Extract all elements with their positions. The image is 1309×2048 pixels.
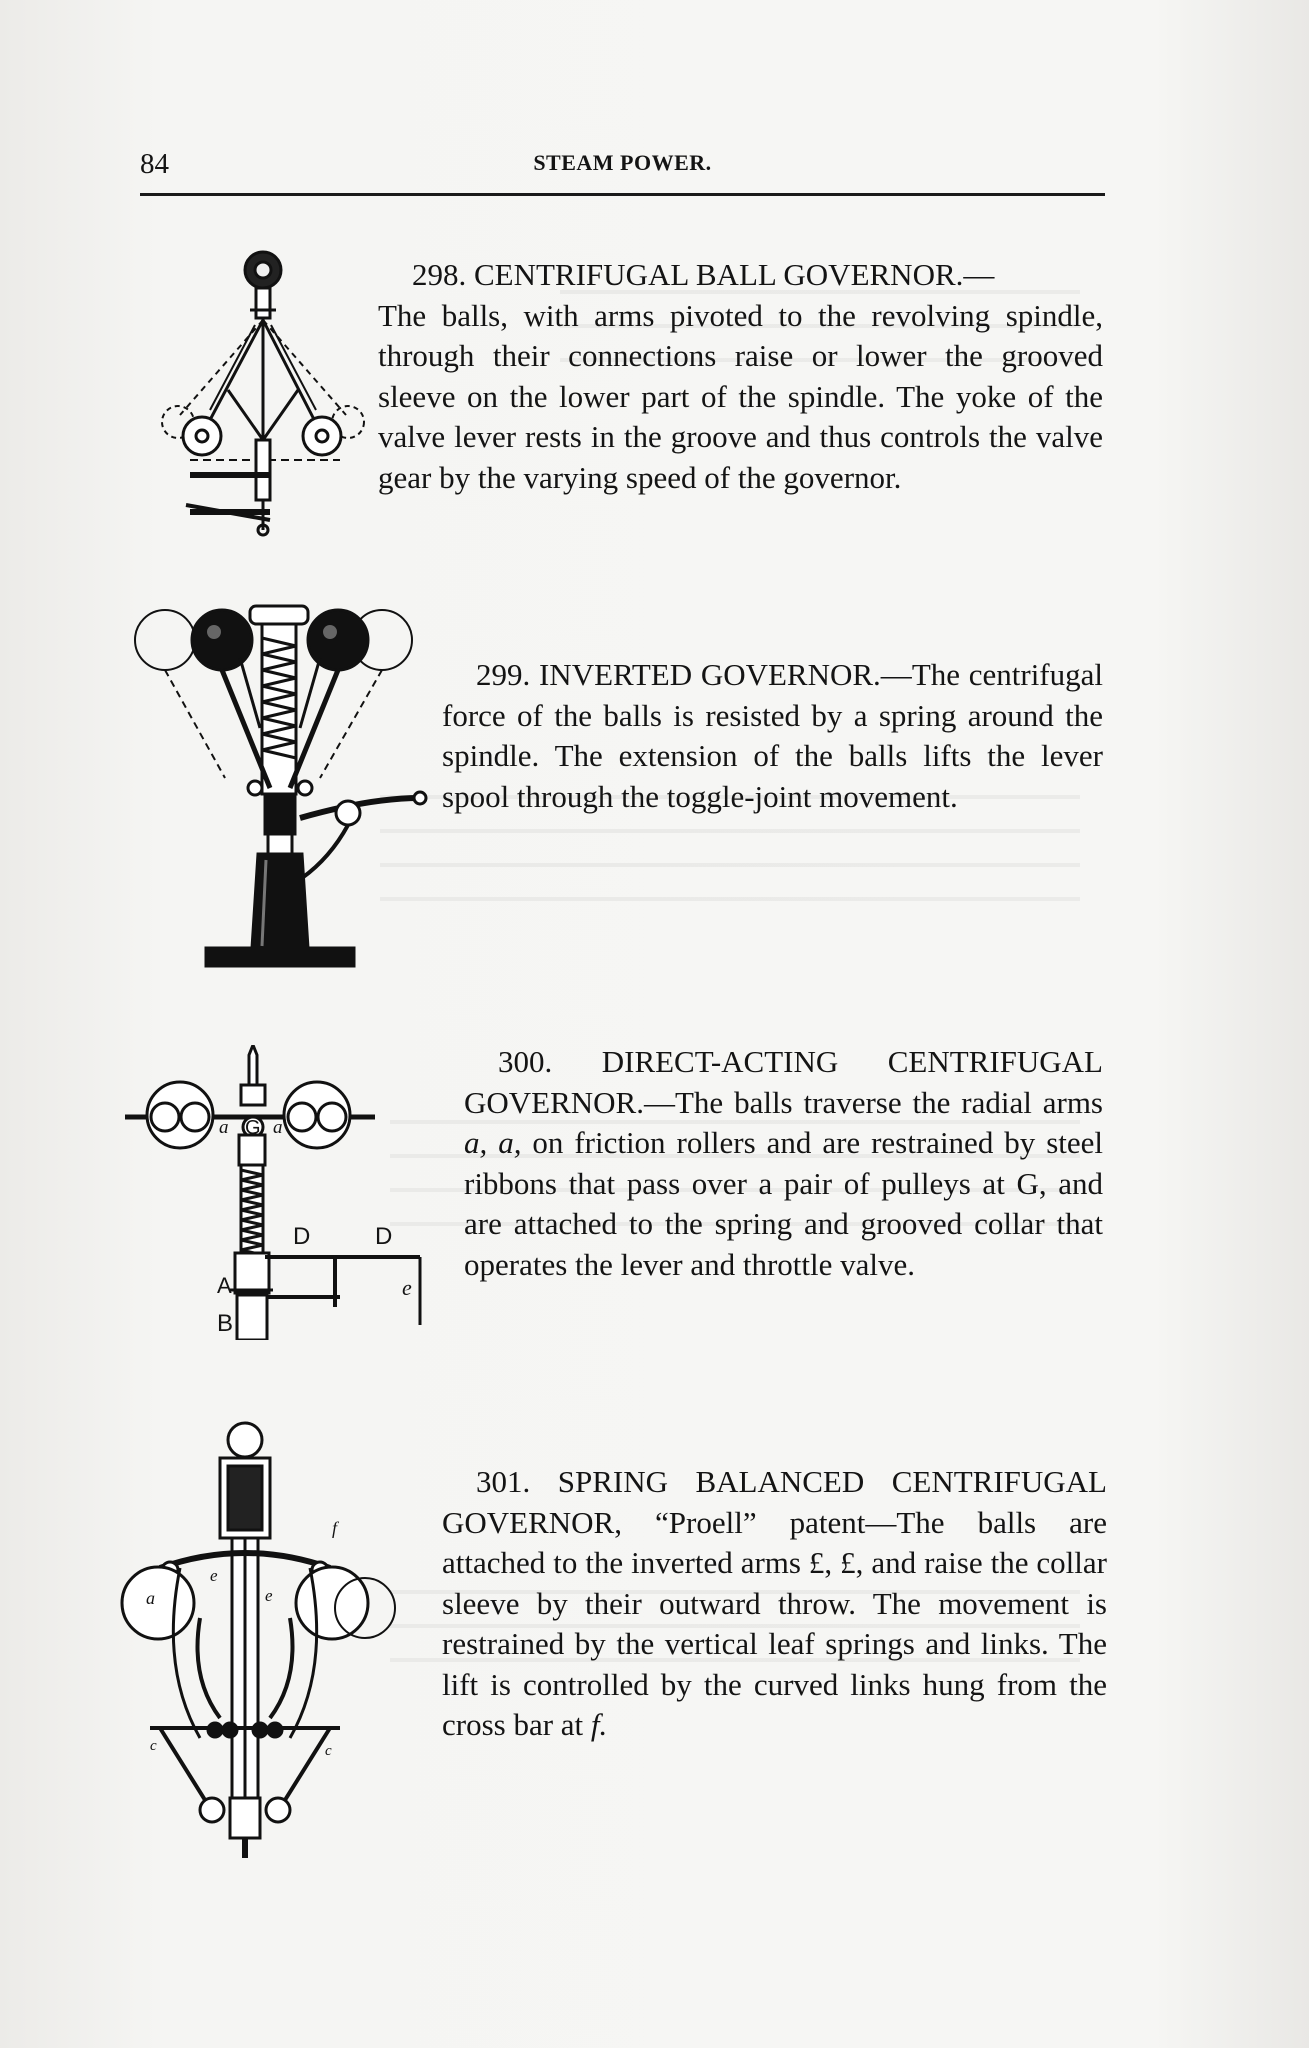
header-rule — [140, 193, 1105, 196]
entry-text-italic: a, a, — [464, 1125, 522, 1160]
figure-label: D — [375, 1223, 393, 1250]
figure-centrifugal-ball-governor — [150, 240, 370, 540]
running-title: STEAM POWER. — [533, 150, 712, 175]
page-header — [140, 140, 1105, 200]
figure-direct-acting-governor — [125, 1045, 435, 1340]
entry-text: The balls traverse the radial arms — [674, 1084, 1103, 1120]
entry-title: CENTRIFUGAL BALL GOVERNOR.— — [474, 257, 995, 292]
entry-text: The balls, with arms pivoted to the revolving spindle, through their connections raise or lower the grooved sleeve on the lower part of the spindle. The yoke of the valve lever rests in the groove and thus controls the valve gear by the varying speed of the governor. — [378, 297, 1103, 495]
entry-number: 299. — [476, 657, 531, 692]
entry-title: INVERTED GOVERNOR.— — [538, 657, 912, 692]
figure-label: a — [273, 1117, 283, 1138]
entry-number: 301. — [476, 1464, 531, 1499]
entry-text: “Proell” patent—The balls are attached to the inverted arms £, £, and raise the collar sleeve by their outward throw. The movement is restrained by the vertical leaf springs and links. The lift is controlled by the curved links hung from the cross bar at — [442, 1504, 1107, 1742]
entry-text: The centrifugal force of the balls is resisted by a spring around the spindle. The extension of the balls lifts the lever spool through the toggle-joint movement. — [442, 657, 1103, 814]
figure-label: D — [293, 1223, 311, 1250]
figure-label: c — [325, 1743, 332, 1759]
figure-label: G — [245, 1117, 261, 1139]
entry-number: 298. — [412, 257, 467, 292]
entry-299 — [442, 655, 1103, 817]
figure-inverted-governor — [130, 598, 430, 978]
figure-label: A — [217, 1273, 232, 1298]
entry-text: on friction rollers and are restrained by steel ribbons that pass over a pair of pulleys at G, and are attached to the spring and grooved collar that operates the lever and throttle valve. — [464, 1125, 1103, 1282]
figure-spring-balanced-governor — [120, 1418, 410, 1858]
figure-label: a — [219, 1117, 229, 1138]
entry-title: DIRECT-ACTING CENTRIFUGAL GOVERNOR.— — [464, 1044, 1103, 1120]
figure-label: e — [402, 1275, 412, 1300]
page-number: 84 — [140, 148, 169, 180]
entry-number: 300. — [498, 1044, 553, 1079]
figure-label: a — [146, 1588, 155, 1608]
entry-text-italic: f. — [590, 1707, 608, 1742]
entry-301 — [442, 1462, 1107, 1746]
entry-title: SPRING BALANCED CENTRIFUGAL GOVERNOR, — [442, 1464, 1107, 1540]
figure-label: c — [150, 1738, 157, 1754]
figure-label: B — [217, 1310, 234, 1337]
entry-300 — [464, 1042, 1103, 1285]
figure-label: e — [265, 1586, 273, 1605]
figure-label: e — [210, 1566, 218, 1585]
figure-label: f — [332, 1518, 338, 1538]
entry-298 — [378, 255, 1103, 498]
